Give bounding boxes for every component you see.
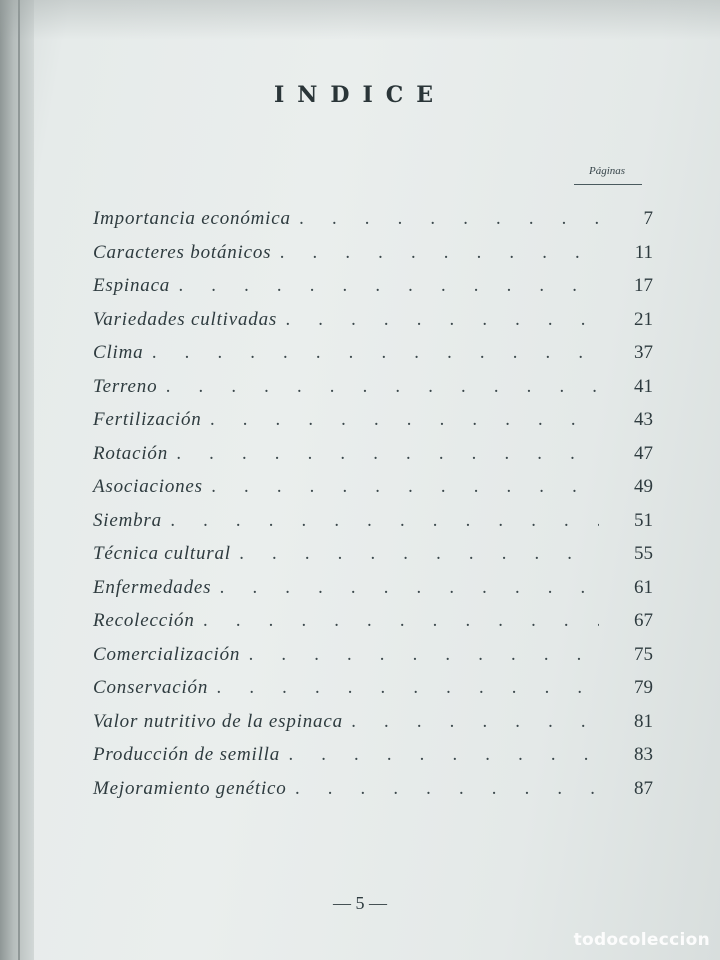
- toc-row: [93, 306, 653, 340]
- dot-leader: [165, 373, 599, 401]
- toc-entry-title: Terreno: [93, 375, 158, 397]
- page-number: — 5 —: [333, 893, 387, 913]
- binding-crease: [18, 0, 20, 960]
- dot-leader: [151, 339, 599, 367]
- toc-entry-page: 7: [643, 208, 653, 229]
- toc-entry-page: 21: [634, 308, 653, 330]
- toc-entry-title: Asociaciones: [93, 476, 203, 497]
- site-watermark: todocoleccion: [573, 930, 710, 950]
- toc-row: [93, 239, 653, 273]
- toc-entry-title: Rotación: [93, 442, 168, 464]
- toc-entry-page: 47: [634, 442, 653, 464]
- toc-entry-page: 51: [634, 509, 653, 531]
- toc-row: [93, 339, 653, 373]
- toc-entry-page: 43: [634, 409, 653, 430]
- dot-leader: [203, 607, 599, 635]
- toc-entry-title: Variedades cultivadas: [93, 308, 278, 330]
- toc-row: [93, 540, 653, 574]
- toc-row: [93, 473, 653, 507]
- dot-leader: [239, 540, 599, 568]
- toc-row: [93, 741, 653, 775]
- toc-entry-title: Enfermedades: [93, 576, 212, 598]
- toc-entry-title: Mejoramiento genético: [93, 777, 287, 799]
- toc-entry-page: 75: [634, 643, 653, 665]
- table-of-contents: [93, 205, 653, 808]
- toc-entry-page: 17: [634, 275, 653, 296]
- dot-leader: [211, 473, 599, 501]
- column-header-rule: [574, 184, 642, 185]
- toc-entry-title: Conservación: [93, 677, 209, 698]
- toc-entry-page: 83: [634, 744, 653, 765]
- toc-row: [93, 373, 653, 407]
- dot-leader: [176, 440, 599, 468]
- toc-row: [93, 507, 653, 541]
- dot-leader: [216, 674, 599, 702]
- toc-entry-title: Comercialización: [93, 643, 241, 665]
- toc-entry-title: Espinaca: [93, 275, 171, 296]
- toc-entry-title: Fertilización: [93, 409, 202, 430]
- dot-leader: [351, 708, 599, 736]
- toc-entry-page: 67: [634, 610, 653, 631]
- dot-leader: [288, 741, 599, 769]
- toc-entry-title: Recolección: [93, 610, 195, 631]
- toc-row: [93, 406, 653, 440]
- toc-row: [93, 272, 653, 306]
- dot-leader: [178, 272, 599, 300]
- toc-entry-page: 81: [634, 710, 653, 732]
- toc-entry-page: 49: [634, 476, 653, 497]
- page-shadow: [0, 0, 720, 40]
- dot-leader: [170, 507, 599, 535]
- toc-entry-title: Importancia económica: [93, 208, 291, 229]
- toc-entry-title: Técnica cultural: [93, 543, 231, 564]
- toc-entry-page: 61: [634, 576, 653, 598]
- toc-entry-page: 79: [634, 677, 653, 698]
- toc-entry-title: Clima: [93, 342, 144, 363]
- toc-row: [93, 574, 653, 608]
- toc-entry-page: 41: [634, 375, 653, 397]
- toc-entry-title: Caracteres botánicos: [93, 241, 272, 263]
- toc-entry-title: Valor nutritivo de la espinaca: [93, 710, 343, 732]
- toc-row: [93, 674, 653, 708]
- toc-entry-page: 37: [634, 342, 653, 363]
- dot-leader: [210, 406, 599, 434]
- dot-leader: [295, 775, 599, 803]
- toc-row: [93, 205, 653, 239]
- dot-leader: [248, 641, 599, 669]
- dot-leader: [219, 574, 599, 602]
- toc-row: [93, 641, 653, 675]
- toc-entry-page: 55: [634, 543, 653, 564]
- toc-row: [93, 775, 653, 809]
- toc-row: [93, 440, 653, 474]
- page-binding: [0, 0, 34, 960]
- pages-column-header: Páginas: [588, 165, 626, 177]
- dot-leader: [285, 306, 599, 334]
- toc-entry-page: 87: [634, 777, 653, 799]
- toc-entry-page: 11: [634, 241, 653, 263]
- page-title: INDICE: [273, 82, 447, 108]
- dot-leader: [299, 205, 599, 233]
- toc-entry-title: Siembra: [93, 509, 162, 531]
- dot-leader: [279, 239, 599, 267]
- toc-entry-title: Producción de semilla: [93, 744, 281, 765]
- toc-row: [93, 708, 653, 742]
- toc-row: [93, 607, 653, 641]
